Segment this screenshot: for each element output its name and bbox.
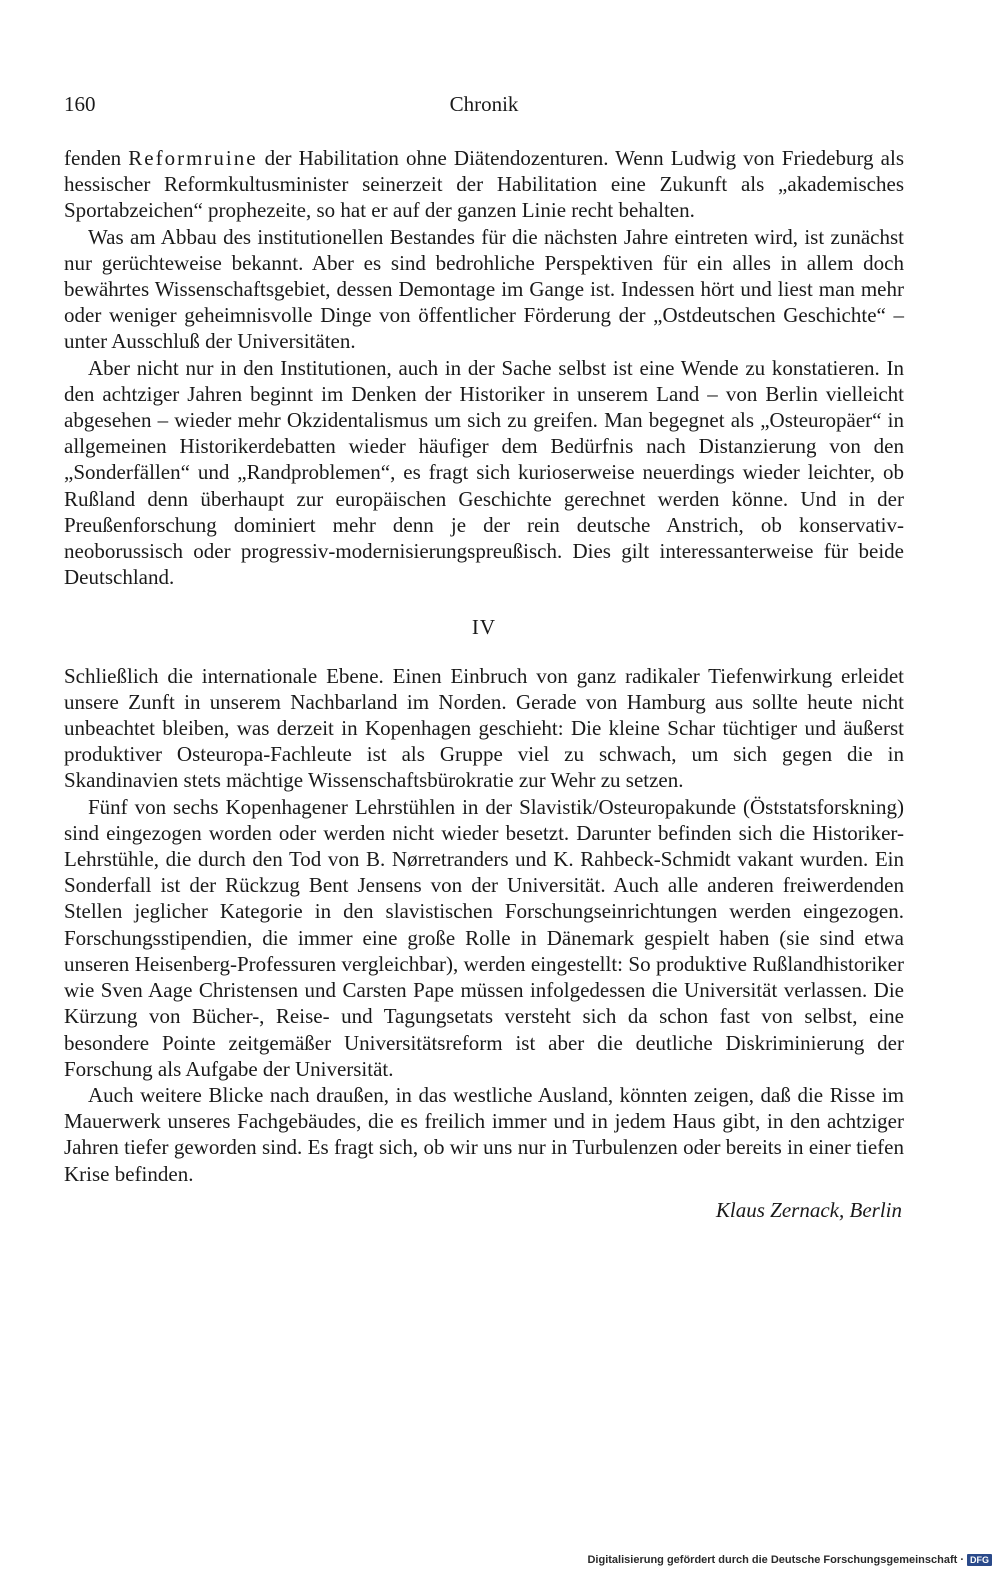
paragraph-1: [64, 145, 904, 224]
spaced-word: Reformruine: [128, 146, 258, 170]
paragraph-6: Auch weitere Blicke nach draußen, in das westliche Ausland, könnten zeigen, daß die Risse im Mauerwerk unseres Fachgebäudes, die es freilich immer und in jedem Haus gibt, in den achtziger Jahren tiefer geworden sind. Es fragt sich, ob wir uns nur in Turbulenzen oder bereits in einer tiefen Krise befinden.: [64, 1082, 904, 1186]
paragraph-1-start: fenden: [64, 146, 129, 170]
paragraph-1-rest: der Habilitation ohne Diätendozenturen. Wenn Ludwig von Friedeburg als hessischer Reformkultusminister seinerzeit der Habilitation eine Zukunft als „akademisches Sportabzeichen“ prophezeite, so hat er auf der ganzen Linie recht behalten.: [64, 146, 904, 223]
digitization-footer: [587, 1554, 992, 1566]
page-number: 160: [64, 92, 96, 116]
paragraph-3: Aber nicht nur in den Institutionen, auch in der Sache selbst ist eine Wende zu konstatieren. In den achtziger Jahren beginnt im Denken der Historiker in unserem Land – von Berlin vielleicht abgesehen – wieder mehr Okzidentalismus um sich zu greifen. Man begegnet als „Osteuropäer“ in allgemeinen Historikerdebatten wieder häufiger dem Bedürfnis nach Distanzierung von den „Sonderfällen“ und „Randproblemen“, es fragt sich kurioserweise neuerdings wieder leichter, ob Rußland denn überhaupt zur europäischen Geschichte gerechnet werden könne. Und in der Preußenforschung dominiert mehr denn je der rein deutsche Anstrich, ob konservativ-neoborussisch oder progressiv-modernisierungspreußisch. Dies gilt interessanterweise für beide Deutschland.: [64, 355, 904, 590]
paragraph-2: Was am Abbau des institutionellen Bestandes für die nächsten Jahre eintreten wird, ist zunächst nur gerüchteweise bekannt. Aber es sind bedrohliche Perspektiven für ein alles in allem doch bewährtes Wissenschaftsgebiet, dessen Demontage im Gange ist. Indessen hört und liest man mehr oder weniger geheimnisvolle Dinge von öffentlicher Förderung der „Ostdeutschen Geschichte“ – unter Ausschluß der Universitäten.: [64, 224, 904, 354]
dfg-logo: DFG: [967, 1554, 992, 1566]
body-text: [64, 145, 904, 1223]
author-signature: Klaus Zernack, Berlin: [715, 1197, 902, 1222]
running-head: Chronik: [449, 92, 519, 116]
page-header: [64, 92, 904, 122]
footer-text: Digitalisierung gefördert durch die Deutsche Forschungsgemeinschaft ·: [587, 1554, 964, 1566]
paragraph-5: Fünf von sechs Kopenhagener Lehrstühlen in der Slavistik/Osteuropakunde (Öststatsforskning) sind eingezogen worden oder werden nicht wieder besetzt. Darunter befinden sich die Historiker-Lehrstühle, die durch den Tod von B. Nørretranders und K. Rahbeck-Schmidt vakant wurden. Ein Sonderfall ist der Rückzug Bent Jensens von der Universität. Auch alle anderen freiwerdenden Stellen jeglicher Kategorie in den slavistischen Forschungseinrichtungen werden eingezogen. Forschungsstipendien, die immer eine große Rolle in Dänemark gespielt haben (sie sind etwa unseren Heisenberg-Professuren vergleichbar), werden eingestellt: So produktive Rußlandhistoriker wie Sven Aage Christensen und Carsten Pape müssen infolgedessen die Universität verlassen. Die Kürzung von Bücher-, Reise- und Tagungsetats versteht sich da schon fast von selbst, eine besondere Pointe zeitgemäßer Universitätsreform ist aber die deutliche Diskriminierung der Forschung als Aufgabe der Universität.: [64, 794, 904, 1081]
section-heading: IV: [471, 615, 497, 640]
paragraph-4: Schließlich die internationale Ebene. Einen Einbruch von ganz radikaler Tiefenwirkung erleidet unsere Zunft in unserem Nachbarland im Norden. Gerade von Hamburg aus sollte heute nicht unbeachtet bleiben, was derzeit in Kopenhagen geschieht: Die kleine Schar tüchtiger und äußerst produktiver Osteuropa-Fachleute ist als Gruppe viel zu schwach, um sich gegen die in Skandinavien stets mächtige Wissenschaftsbürokratie zur Wehr zu setzen.: [64, 663, 904, 793]
